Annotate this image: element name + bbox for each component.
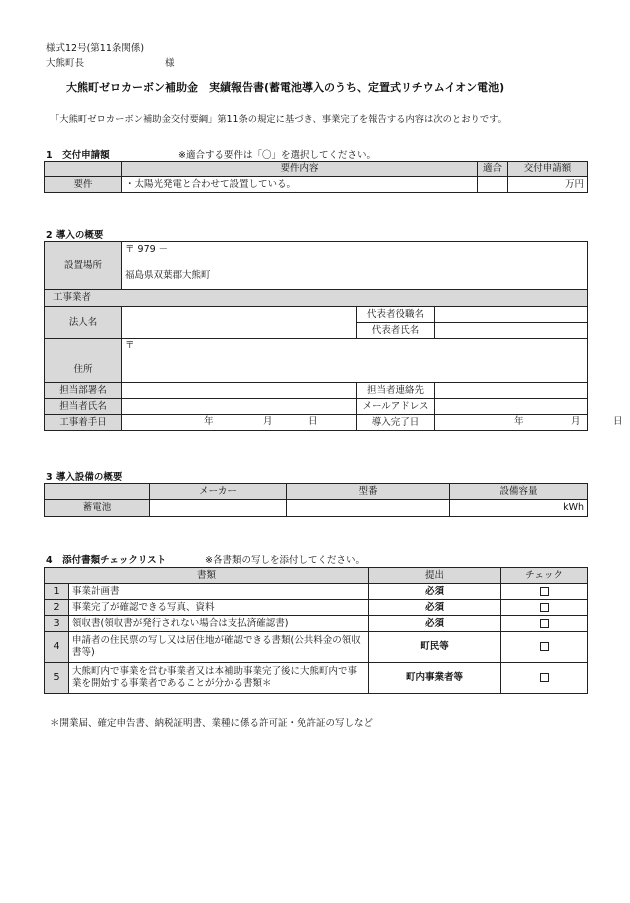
contractor-address-input[interactable] (122, 339, 588, 383)
page-title: 大熊町ゼロカーボン補助金 実績報告書(蓄電池導入のうち、定置式リチウムイオン電池) (66, 81, 505, 94)
person-label: 担当者氏名 (45, 399, 122, 415)
section3-heading: 3 導入設備の概要 (46, 472, 123, 483)
corp-name-input[interactable] (122, 307, 357, 339)
document-name: 申請者の住民票の写し又は居住地が確認できる書類(公共料金の領収書等) (69, 632, 369, 663)
checkbox[interactable] (540, 603, 549, 612)
submit-status: 必須 (369, 616, 501, 632)
section4-heading: 4 添付書類チェックリスト (46, 555, 167, 566)
start-date-input[interactable] (122, 415, 357, 431)
complete-date-label: 導入完了日 (357, 415, 435, 431)
row-number: 4 (45, 632, 69, 663)
section1-note: ※適合する要件は「〇」を選択してください。 (178, 150, 376, 161)
checkbox[interactable] (540, 587, 549, 596)
col-submit: 提出 (369, 568, 501, 584)
submit-status: 町民等 (369, 632, 501, 663)
table-row (45, 663, 588, 694)
rep-title-input[interactable] (435, 307, 588, 323)
start-day-unit: 日 (308, 416, 318, 427)
intro-text: 「大熊町ゼロカーボン補助金交付要綱」第11条の規定に基づき、事業完了を報告する内容は次のとおりです。 (50, 114, 507, 125)
form-number: 様式12号(第11条関係) (46, 43, 145, 54)
footnote: ＊開業届、確定申告書、納税証明書、業種に係る許可証・免許証の写しなど (50, 718, 374, 729)
addressee: 大熊町長 (46, 58, 85, 69)
contact-label: 担当者連絡先 (357, 383, 435, 399)
location-address: 福島県双葉郡大熊町 (125, 269, 211, 281)
address-postal-mark: 〒 (125, 340, 135, 351)
row-number: 3 (45, 616, 69, 632)
check-cell (501, 600, 588, 616)
contact-input[interactable] (435, 383, 588, 399)
checklist-table (44, 567, 588, 694)
section4-note: ※各書類の写しを添付してください。 (205, 555, 365, 566)
model-input[interactable] (287, 500, 450, 517)
document-name: 事業完了が確認できる写真、資料 (69, 600, 369, 616)
col-amount: 交付申請額 (508, 162, 588, 177)
table-row (45, 616, 588, 632)
email-label: メールアドレス (357, 399, 435, 415)
document-name: 事業計画書 (69, 584, 369, 600)
corp-name-label: 法人名 (45, 307, 122, 339)
rep-title-label: 代表者役職名 (357, 307, 435, 323)
fit-select[interactable] (478, 177, 508, 193)
complete-year-unit: 年 (514, 416, 524, 427)
complete-day-unit: 日 (613, 416, 623, 427)
submit-status: 必須 (369, 584, 501, 600)
section1-heading: 1 交付申請額 (46, 150, 110, 161)
location-label: 設置場所 (45, 242, 122, 290)
capacity-input[interactable] (450, 500, 588, 517)
row-number: 5 (45, 663, 69, 694)
complete-month-unit: 月 (571, 416, 581, 427)
contractor-address-label: 住所 (45, 339, 122, 383)
col-requirement-content: 要件内容 (122, 162, 478, 177)
dept-label: 担当部署名 (45, 383, 122, 399)
section2-heading: 2 導入の概要 (46, 230, 104, 241)
start-date-label: 工事着手日 (45, 415, 122, 431)
email-input[interactable] (435, 399, 588, 415)
row-number: 1 (45, 584, 69, 600)
postal-code: 〒 979 － (125, 244, 169, 255)
col-fit: 適合 (478, 162, 508, 177)
person-input[interactable] (122, 399, 357, 415)
complete-date-input[interactable] (435, 415, 623, 431)
battery-label: 蓄電池 (45, 500, 150, 517)
col-document: 書類 (45, 568, 369, 584)
checkbox[interactable] (540, 642, 549, 651)
col-model: 型番 (287, 484, 450, 500)
honorific: 様 (165, 58, 175, 69)
table-row (45, 600, 588, 616)
submit-status: 町内事業者等 (369, 663, 501, 694)
rep-name-label: 代表者氏名 (357, 323, 435, 339)
location-input[interactable] (122, 242, 588, 290)
document-name: 領収書(領収書が発行されない場合は支払済確認書) (69, 616, 369, 632)
maker-input[interactable] (150, 500, 287, 517)
table-row (45, 584, 588, 600)
requirement-table (44, 161, 588, 193)
check-cell (501, 663, 588, 694)
rep-name-input[interactable] (435, 323, 588, 339)
table-row (45, 632, 588, 663)
document-name: 大熊町内で事業を営む事業者又は本補助事業完了後に大熊町内で事業を開始する事業者であることが分かる書類＊ (69, 663, 369, 694)
checkbox[interactable] (540, 619, 549, 628)
equipment-table (44, 483, 588, 517)
requirement-text: ・太陽光発電と合わせて設置している。 (122, 177, 478, 193)
check-cell (501, 632, 588, 663)
capacity-unit: kWh (563, 502, 584, 514)
start-year-unit: 年 (204, 416, 214, 427)
amount-input[interactable] (508, 177, 588, 193)
submit-status: 必須 (369, 600, 501, 616)
overview-table (44, 241, 623, 431)
col-maker: メーカー (150, 484, 287, 500)
col-capacity: 設備容量 (450, 484, 588, 500)
amount-unit: 万円 (564, 178, 584, 190)
check-cell (501, 616, 588, 632)
contractor-label: 工事業者 (45, 290, 588, 307)
row-label-requirement: 要件 (45, 177, 122, 193)
start-month-unit: 月 (263, 416, 273, 427)
col-check: チェック (501, 568, 588, 584)
check-cell (501, 584, 588, 600)
dept-input[interactable] (122, 383, 357, 399)
row-number: 2 (45, 600, 69, 616)
checkbox[interactable] (540, 673, 549, 682)
